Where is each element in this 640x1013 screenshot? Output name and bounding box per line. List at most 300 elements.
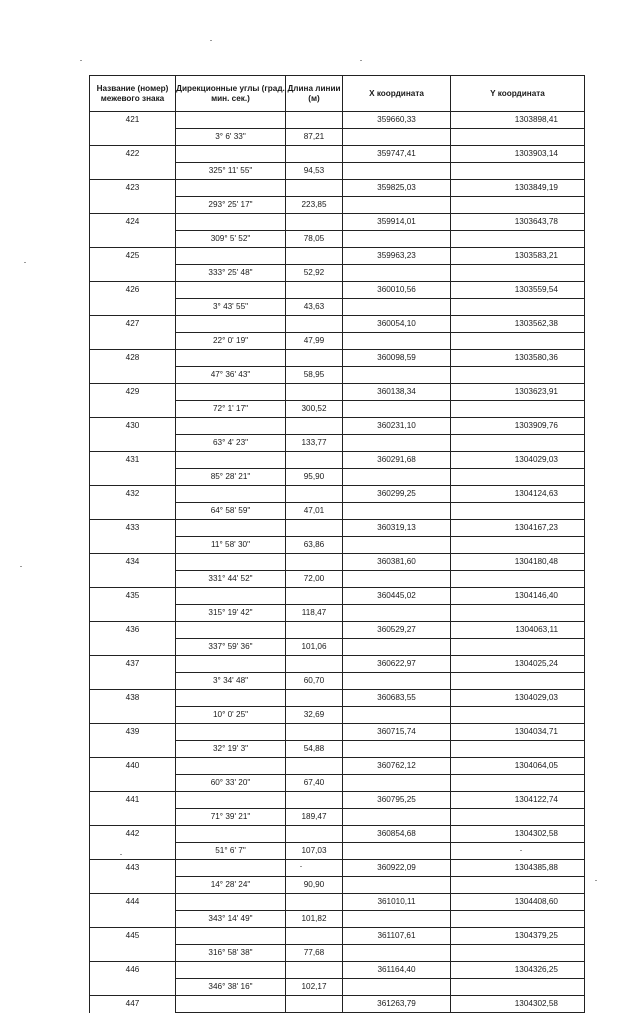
table-row bbox=[90, 554, 585, 571]
y-coordinate-cell: 1304408,60 bbox=[451, 894, 585, 911]
empty-cell bbox=[343, 299, 451, 316]
empty-cell bbox=[286, 792, 343, 809]
point-name-cell: 427 bbox=[90, 316, 176, 333]
empty-cell bbox=[286, 316, 343, 333]
table-row bbox=[90, 826, 585, 843]
empty-cell bbox=[90, 129, 176, 146]
point-name-cell: 426 bbox=[90, 282, 176, 299]
point-name-cell: 444 bbox=[90, 894, 176, 911]
empty-cell bbox=[176, 350, 286, 367]
empty-cell bbox=[286, 860, 343, 877]
empty-cell bbox=[343, 367, 451, 384]
table-row bbox=[90, 741, 585, 758]
empty-cell bbox=[90, 945, 176, 962]
point-name-cell: 437 bbox=[90, 656, 176, 673]
empty-cell bbox=[90, 741, 176, 758]
table-row bbox=[90, 503, 585, 520]
y-coordinate-cell: 1304064,05 bbox=[451, 758, 585, 775]
empty-cell bbox=[286, 724, 343, 741]
empty-cell bbox=[90, 537, 176, 554]
empty-cell bbox=[90, 639, 176, 656]
line-length-cell: 102,17 bbox=[286, 979, 343, 996]
empty-cell bbox=[451, 367, 585, 384]
empty-cell bbox=[286, 554, 343, 571]
empty-cell bbox=[286, 214, 343, 231]
empty-cell bbox=[451, 299, 585, 316]
direction-angle-cell: 64° 58' 59" bbox=[176, 503, 286, 520]
empty-cell bbox=[286, 418, 343, 435]
empty-cell bbox=[343, 707, 451, 724]
line-length-cell: 101,06 bbox=[286, 639, 343, 656]
y-coordinate-cell: 1304385,88 bbox=[451, 860, 585, 877]
y-coordinate-cell: 1303898,41 bbox=[451, 112, 585, 129]
table-row bbox=[90, 792, 585, 809]
empty-cell bbox=[451, 129, 585, 146]
empty-cell bbox=[176, 860, 286, 877]
table-row bbox=[90, 112, 585, 129]
x-coordinate-cell: 359825,03 bbox=[343, 180, 451, 197]
empty-cell bbox=[286, 690, 343, 707]
table-row bbox=[90, 231, 585, 248]
empty-cell bbox=[286, 894, 343, 911]
empty-cell bbox=[90, 333, 176, 350]
empty-cell bbox=[286, 588, 343, 605]
y-coordinate-cell: 1304034,71 bbox=[451, 724, 585, 741]
y-coordinate-cell: 1304063,11 bbox=[451, 622, 585, 639]
table-row bbox=[90, 860, 585, 877]
line-length-cell: 223,85 bbox=[286, 197, 343, 214]
empty-cell bbox=[451, 197, 585, 214]
empty-cell bbox=[451, 435, 585, 452]
empty-cell bbox=[176, 826, 286, 843]
x-coordinate-cell: 360138,34 bbox=[343, 384, 451, 401]
line-length-cell: 32,69 bbox=[286, 707, 343, 724]
direction-angle-cell: 337° 59' 36" bbox=[176, 639, 286, 656]
empty-cell bbox=[343, 605, 451, 622]
empty-cell bbox=[90, 605, 176, 622]
empty-cell bbox=[343, 809, 451, 826]
empty-cell bbox=[451, 979, 585, 996]
table-row bbox=[90, 129, 585, 146]
x-coordinate-cell: 361263,79 bbox=[343, 996, 451, 1013]
table-row bbox=[90, 877, 585, 894]
empty-cell bbox=[343, 911, 451, 928]
point-name-cell: 433 bbox=[90, 520, 176, 537]
empty-cell bbox=[90, 265, 176, 282]
boundary-coordinates-table bbox=[89, 75, 585, 1013]
line-length-cell: 47,99 bbox=[286, 333, 343, 350]
empty-cell bbox=[343, 537, 451, 554]
table-row bbox=[90, 673, 585, 690]
direction-angle-cell: 60° 33' 20" bbox=[176, 775, 286, 792]
empty-cell bbox=[286, 758, 343, 775]
direction-angle-cell: 309° 5' 52" bbox=[176, 231, 286, 248]
empty-cell bbox=[90, 775, 176, 792]
direction-angle-cell: 85° 28' 21" bbox=[176, 469, 286, 486]
empty-cell bbox=[90, 707, 176, 724]
empty-cell bbox=[451, 639, 585, 656]
x-coordinate-cell: 359963,23 bbox=[343, 248, 451, 265]
empty-cell bbox=[286, 384, 343, 401]
empty-cell bbox=[176, 486, 286, 503]
point-name-cell: 429 bbox=[90, 384, 176, 401]
empty-cell bbox=[176, 146, 286, 163]
direction-angle-cell: 10° 0' 25" bbox=[176, 707, 286, 724]
direction-angle-cell: 3° 43' 55" bbox=[176, 299, 286, 316]
line-length-cell: 95,90 bbox=[286, 469, 343, 486]
table-row bbox=[90, 724, 585, 741]
empty-cell bbox=[343, 129, 451, 146]
header-y-coordinate: Y координата bbox=[451, 76, 585, 112]
table-row bbox=[90, 945, 585, 962]
empty-cell bbox=[343, 231, 451, 248]
table-row bbox=[90, 282, 585, 299]
empty-cell bbox=[90, 435, 176, 452]
x-coordinate-cell: 360381,60 bbox=[343, 554, 451, 571]
x-coordinate-cell: 361164,40 bbox=[343, 962, 451, 979]
table-row bbox=[90, 911, 585, 928]
empty-cell bbox=[176, 180, 286, 197]
x-coordinate-cell: 360054,10 bbox=[343, 316, 451, 333]
empty-cell bbox=[176, 214, 286, 231]
table-row bbox=[90, 656, 585, 673]
empty-cell bbox=[343, 945, 451, 962]
point-name-cell: 446 bbox=[90, 962, 176, 979]
line-length-cell: 54,88 bbox=[286, 741, 343, 758]
empty-cell bbox=[451, 673, 585, 690]
line-length-cell: 77,68 bbox=[286, 945, 343, 962]
point-name-cell: 436 bbox=[90, 622, 176, 639]
direction-angle-cell: 293° 25' 17" bbox=[176, 197, 286, 214]
empty-cell bbox=[176, 316, 286, 333]
empty-cell bbox=[286, 452, 343, 469]
y-coordinate-cell: 1304302,58 bbox=[451, 826, 585, 843]
empty-cell bbox=[343, 503, 451, 520]
empty-cell bbox=[286, 996, 343, 1013]
table-row bbox=[90, 690, 585, 707]
empty-cell bbox=[451, 911, 585, 928]
table-row bbox=[90, 469, 585, 486]
y-coordinate-cell: 1303562,38 bbox=[451, 316, 585, 333]
table-header-row bbox=[90, 76, 585, 112]
x-coordinate-cell: 361107,61 bbox=[343, 928, 451, 945]
table-row bbox=[90, 350, 585, 367]
y-coordinate-cell: 1304379,25 bbox=[451, 928, 585, 945]
line-length-cell: 90,90 bbox=[286, 877, 343, 894]
table-row bbox=[90, 163, 585, 180]
x-coordinate-cell: 360715,74 bbox=[343, 724, 451, 741]
table-row bbox=[90, 962, 585, 979]
table-row bbox=[90, 571, 585, 588]
x-coordinate-cell: 360529,27 bbox=[343, 622, 451, 639]
empty-cell bbox=[343, 979, 451, 996]
empty-cell bbox=[343, 435, 451, 452]
y-coordinate-cell: 1304029,03 bbox=[451, 690, 585, 707]
point-name-cell: 423 bbox=[90, 180, 176, 197]
table-row bbox=[90, 452, 585, 469]
empty-cell bbox=[176, 690, 286, 707]
empty-cell bbox=[286, 248, 343, 265]
line-length-cell: 94,53 bbox=[286, 163, 343, 180]
empty-cell bbox=[343, 571, 451, 588]
line-length-cell: 43,63 bbox=[286, 299, 343, 316]
table-row bbox=[90, 758, 585, 775]
empty-cell bbox=[451, 741, 585, 758]
line-length-cell: 58,95 bbox=[286, 367, 343, 384]
empty-cell bbox=[451, 877, 585, 894]
empty-cell bbox=[451, 605, 585, 622]
empty-cell bbox=[286, 656, 343, 673]
empty-cell bbox=[176, 588, 286, 605]
point-name-cell: 430 bbox=[90, 418, 176, 435]
empty-cell bbox=[343, 265, 451, 282]
empty-cell bbox=[176, 384, 286, 401]
y-coordinate-cell: 1304029,03 bbox=[451, 452, 585, 469]
empty-cell bbox=[176, 282, 286, 299]
x-coordinate-cell: 359660,33 bbox=[343, 112, 451, 129]
empty-cell bbox=[176, 758, 286, 775]
table-row bbox=[90, 418, 585, 435]
empty-cell bbox=[343, 843, 451, 860]
direction-angle-cell: 333° 25' 48" bbox=[176, 265, 286, 282]
header-line-length: Длина линии (м) bbox=[286, 76, 343, 112]
direction-angle-cell: 316° 58' 38" bbox=[176, 945, 286, 962]
empty-cell bbox=[451, 503, 585, 520]
empty-cell bbox=[90, 401, 176, 418]
empty-cell bbox=[451, 945, 585, 962]
y-coordinate-cell: 1303623,91 bbox=[451, 384, 585, 401]
table-row bbox=[90, 809, 585, 826]
empty-cell bbox=[286, 146, 343, 163]
point-name-cell: 431 bbox=[90, 452, 176, 469]
x-coordinate-cell: 359914,01 bbox=[343, 214, 451, 231]
line-length-cell: 52,92 bbox=[286, 265, 343, 282]
scan-speck bbox=[20, 566, 22, 567]
line-length-cell: 72,00 bbox=[286, 571, 343, 588]
point-name-cell: 434 bbox=[90, 554, 176, 571]
table-row bbox=[90, 605, 585, 622]
empty-cell bbox=[176, 622, 286, 639]
line-length-cell: 78,05 bbox=[286, 231, 343, 248]
y-coordinate-cell: 1303849,19 bbox=[451, 180, 585, 197]
line-length-cell: 67,40 bbox=[286, 775, 343, 792]
point-name-cell: 438 bbox=[90, 690, 176, 707]
empty-cell bbox=[90, 163, 176, 180]
line-length-cell: 63,86 bbox=[286, 537, 343, 554]
empty-cell bbox=[451, 333, 585, 350]
table-row bbox=[90, 214, 585, 231]
empty-cell bbox=[343, 333, 451, 350]
header-x-coordinate: X координата bbox=[343, 76, 451, 112]
empty-cell bbox=[176, 996, 286, 1013]
empty-cell bbox=[343, 639, 451, 656]
point-name-cell: 424 bbox=[90, 214, 176, 231]
direction-angle-cell: 47° 36' 43" bbox=[176, 367, 286, 384]
direction-angle-cell: 22° 0' 19" bbox=[176, 333, 286, 350]
direction-angle-cell: 343° 14' 49" bbox=[176, 911, 286, 928]
x-coordinate-cell: 360795,25 bbox=[343, 792, 451, 809]
y-coordinate-cell: 1303559,54 bbox=[451, 282, 585, 299]
empty-cell bbox=[286, 486, 343, 503]
y-coordinate-cell: 1303583,21 bbox=[451, 248, 585, 265]
empty-cell bbox=[90, 571, 176, 588]
table-row bbox=[90, 639, 585, 656]
point-name-cell: 439 bbox=[90, 724, 176, 741]
x-coordinate-cell: 359747,41 bbox=[343, 146, 451, 163]
scan-speck bbox=[80, 60, 82, 61]
empty-cell bbox=[90, 843, 176, 860]
y-coordinate-cell: 1303643,78 bbox=[451, 214, 585, 231]
x-coordinate-cell: 360445,02 bbox=[343, 588, 451, 605]
y-coordinate-cell: 1303909,76 bbox=[451, 418, 585, 435]
point-name-cell: 422 bbox=[90, 146, 176, 163]
table-row bbox=[90, 384, 585, 401]
line-length-cell: 300,52 bbox=[286, 401, 343, 418]
empty-cell bbox=[343, 673, 451, 690]
x-coordinate-cell: 360922,09 bbox=[343, 860, 451, 877]
y-coordinate-cell: 1303580,36 bbox=[451, 350, 585, 367]
empty-cell bbox=[176, 554, 286, 571]
table-row bbox=[90, 775, 585, 792]
empty-cell bbox=[343, 741, 451, 758]
line-length-cell: 101,82 bbox=[286, 911, 343, 928]
table-row bbox=[90, 894, 585, 911]
line-length-cell: 87,21 bbox=[286, 129, 343, 146]
table-row bbox=[90, 622, 585, 639]
empty-cell bbox=[176, 792, 286, 809]
empty-cell bbox=[451, 537, 585, 554]
point-name-cell: 440 bbox=[90, 758, 176, 775]
direction-angle-cell: 315° 19' 42" bbox=[176, 605, 286, 622]
x-coordinate-cell: 360231,10 bbox=[343, 418, 451, 435]
point-name-cell: 443 bbox=[90, 860, 176, 877]
empty-cell bbox=[176, 724, 286, 741]
y-coordinate-cell: 1304122,74 bbox=[451, 792, 585, 809]
y-coordinate-cell: 1304180,48 bbox=[451, 554, 585, 571]
empty-cell bbox=[451, 571, 585, 588]
direction-angle-cell: 331° 44' 52" bbox=[176, 571, 286, 588]
empty-cell bbox=[451, 469, 585, 486]
table-body bbox=[90, 112, 585, 1013]
line-length-cell: 47,01 bbox=[286, 503, 343, 520]
point-name-cell: 428 bbox=[90, 350, 176, 367]
x-coordinate-cell: 360683,55 bbox=[343, 690, 451, 707]
y-coordinate-cell: 1304025,24 bbox=[451, 656, 585, 673]
y-coordinate-cell: 1304124,63 bbox=[451, 486, 585, 503]
empty-cell bbox=[451, 401, 585, 418]
scan-speck bbox=[24, 262, 26, 263]
empty-cell bbox=[343, 469, 451, 486]
empty-cell bbox=[286, 112, 343, 129]
table-row bbox=[90, 520, 585, 537]
point-name-cell: 441 bbox=[90, 792, 176, 809]
table-row bbox=[90, 316, 585, 333]
empty-cell bbox=[90, 911, 176, 928]
x-coordinate-cell: 360622,97 bbox=[343, 656, 451, 673]
direction-angle-cell: 3° 6' 33" bbox=[176, 129, 286, 146]
table-row bbox=[90, 979, 585, 996]
empty-cell bbox=[90, 197, 176, 214]
table-row bbox=[90, 707, 585, 724]
point-name-cell: 425 bbox=[90, 248, 176, 265]
empty-cell bbox=[343, 877, 451, 894]
table-row bbox=[90, 333, 585, 350]
empty-cell bbox=[286, 928, 343, 945]
x-coordinate-cell: 360854,68 bbox=[343, 826, 451, 843]
table-row bbox=[90, 588, 585, 605]
empty-cell bbox=[176, 656, 286, 673]
empty-cell bbox=[286, 962, 343, 979]
table-row bbox=[90, 265, 585, 282]
empty-cell bbox=[286, 622, 343, 639]
empty-cell bbox=[451, 231, 585, 248]
empty-cell bbox=[90, 673, 176, 690]
table-row bbox=[90, 486, 585, 503]
line-length-cell: 189,47 bbox=[286, 809, 343, 826]
empty-cell bbox=[451, 707, 585, 724]
line-length-cell: 133,77 bbox=[286, 435, 343, 452]
empty-cell bbox=[90, 979, 176, 996]
y-coordinate-cell: 1304302,58 bbox=[451, 996, 585, 1013]
y-coordinate-cell: 1304146,40 bbox=[451, 588, 585, 605]
empty-cell bbox=[176, 894, 286, 911]
x-coordinate-cell: 360299,25 bbox=[343, 486, 451, 503]
scan-speck bbox=[360, 60, 362, 61]
y-coordinate-cell: 1304167,23 bbox=[451, 520, 585, 537]
empty-cell bbox=[176, 418, 286, 435]
empty-cell bbox=[90, 809, 176, 826]
empty-cell bbox=[90, 367, 176, 384]
direction-angle-cell: 3° 34' 48" bbox=[176, 673, 286, 690]
direction-angle-cell: 11° 58' 30" bbox=[176, 537, 286, 554]
table-row bbox=[90, 197, 585, 214]
table-row bbox=[90, 537, 585, 554]
x-coordinate-cell: 360319,13 bbox=[343, 520, 451, 537]
empty-cell bbox=[90, 299, 176, 316]
empty-cell bbox=[176, 928, 286, 945]
line-length-cell: 118,47 bbox=[286, 605, 343, 622]
direction-angle-cell: 63° 4' 23" bbox=[176, 435, 286, 452]
table-row bbox=[90, 248, 585, 265]
table-row bbox=[90, 367, 585, 384]
empty-cell bbox=[451, 775, 585, 792]
empty-cell bbox=[343, 775, 451, 792]
scan-speck bbox=[595, 880, 597, 881]
empty-cell bbox=[90, 503, 176, 520]
line-length-cell: 107,03 bbox=[286, 843, 343, 860]
point-name-cell: 421 bbox=[90, 112, 176, 129]
direction-angle-cell: 71° 39' 21" bbox=[176, 809, 286, 826]
direction-angle-cell: 325° 11' 55" bbox=[176, 163, 286, 180]
empty-cell bbox=[451, 843, 585, 860]
empty-cell bbox=[286, 180, 343, 197]
y-coordinate-cell: 1303903,14 bbox=[451, 146, 585, 163]
x-coordinate-cell: 360010,56 bbox=[343, 282, 451, 299]
scan-speck bbox=[210, 40, 212, 41]
direction-angle-cell: 51° 6' 7" bbox=[176, 843, 286, 860]
empty-cell bbox=[176, 452, 286, 469]
point-name-cell: 435 bbox=[90, 588, 176, 605]
table-row bbox=[90, 146, 585, 163]
empty-cell bbox=[286, 350, 343, 367]
empty-cell bbox=[451, 265, 585, 282]
table-row bbox=[90, 180, 585, 197]
point-name-cell: 447 bbox=[90, 996, 176, 1013]
x-coordinate-cell: 361010,11 bbox=[343, 894, 451, 911]
empty-cell bbox=[90, 877, 176, 894]
table-row bbox=[90, 928, 585, 945]
empty-cell bbox=[343, 163, 451, 180]
